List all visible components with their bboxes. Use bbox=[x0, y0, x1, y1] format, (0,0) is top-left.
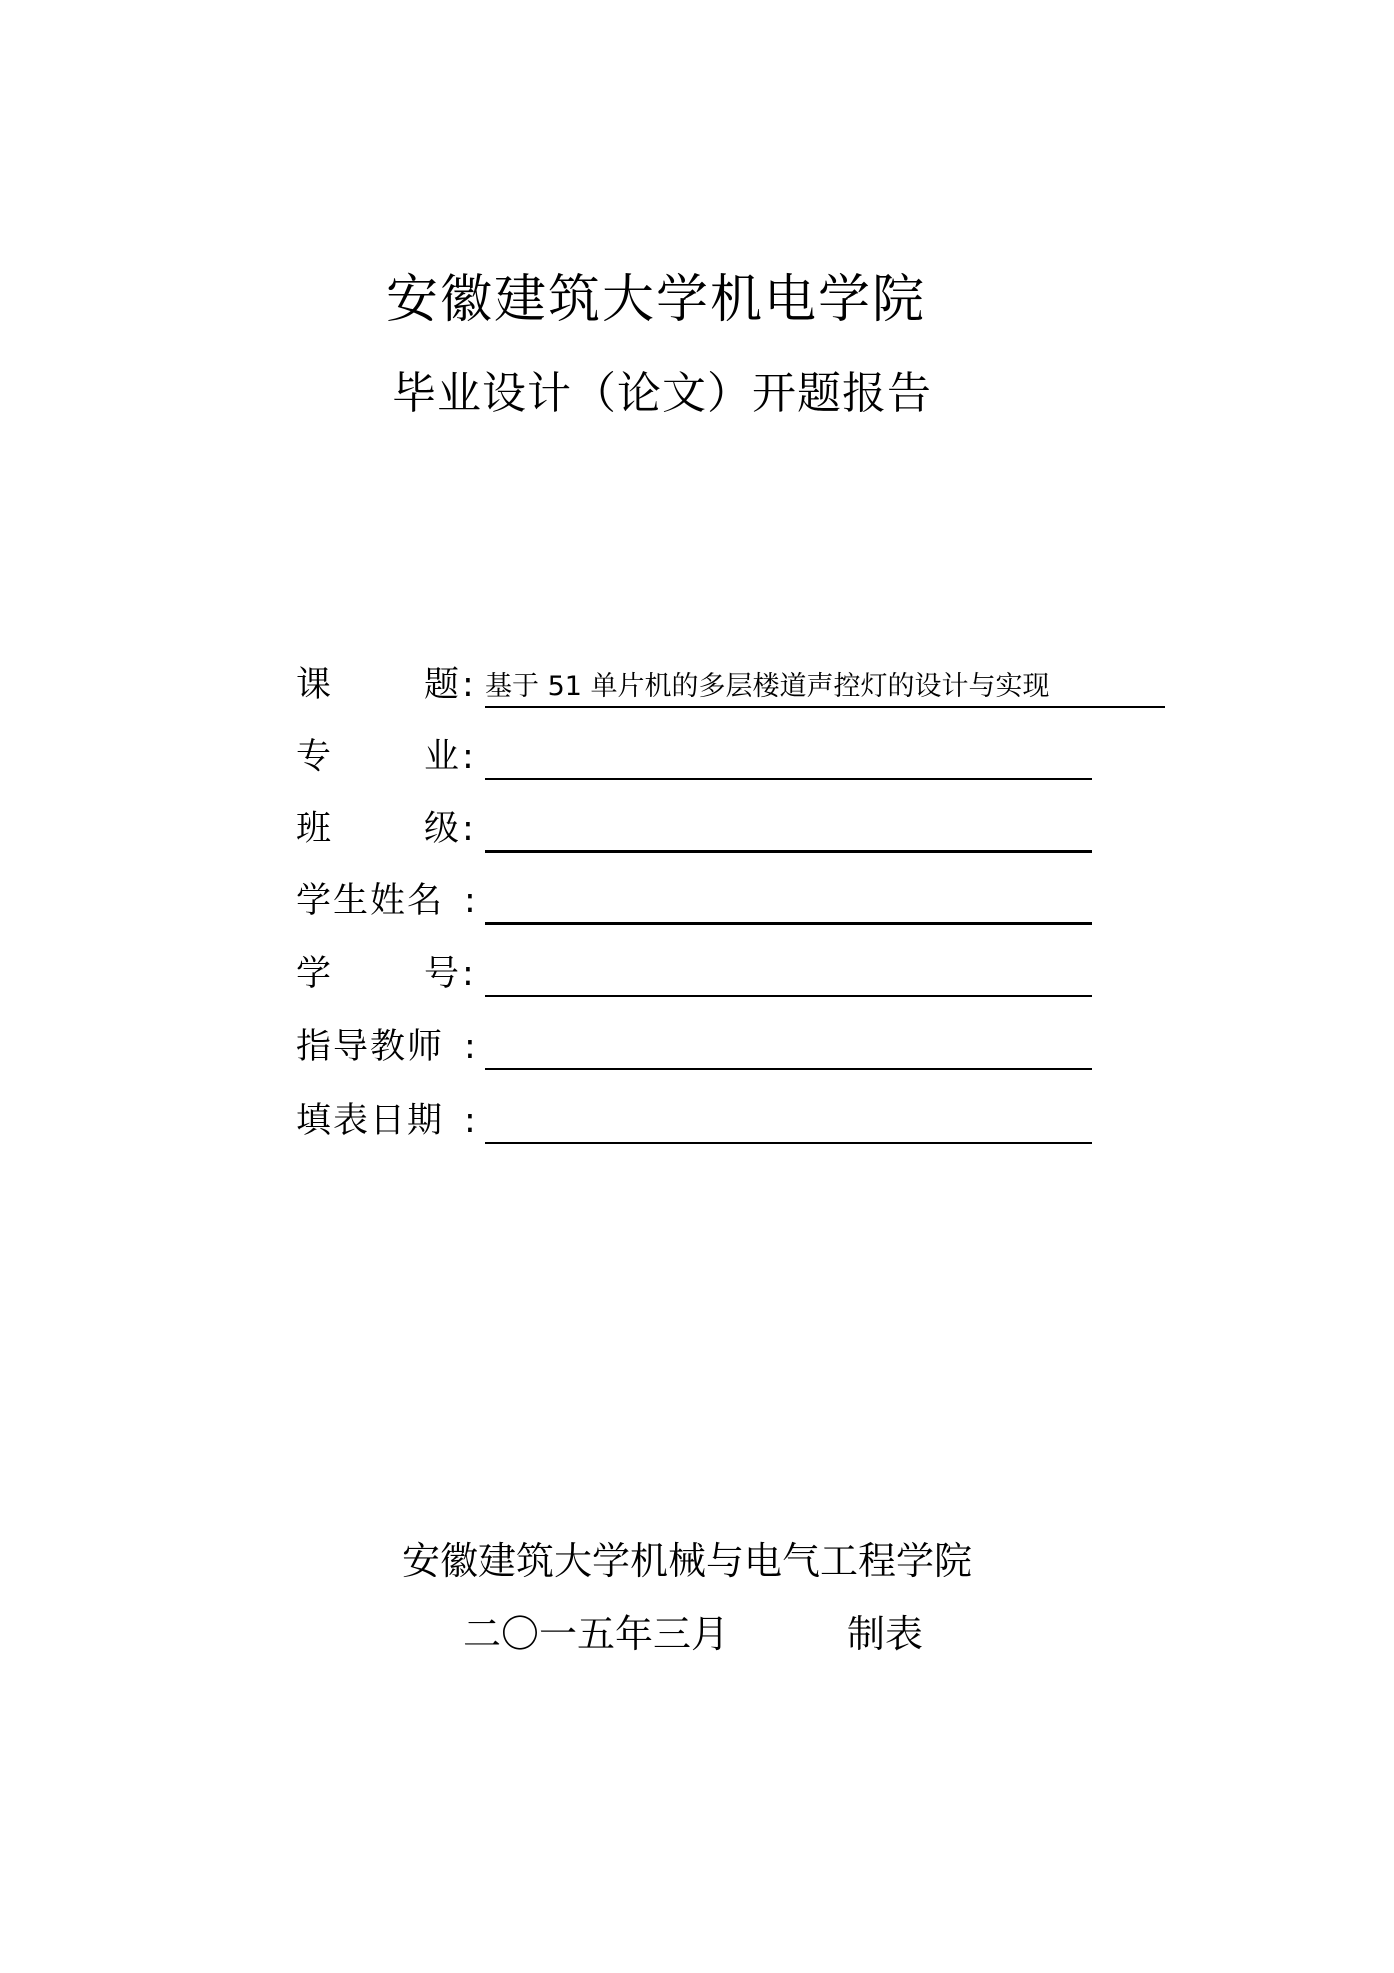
class-input-line[interactable] bbox=[485, 850, 1092, 853]
field-fill-date-label: 填表日期 bbox=[296, 1101, 445, 1141]
colon: : bbox=[464, 881, 476, 921]
field-class: 班 级 : bbox=[0, 806, 1394, 866]
student-id-input-line[interactable] bbox=[485, 995, 1092, 997]
colon: : bbox=[462, 809, 474, 849]
field-student-id: 学 号 : bbox=[0, 951, 1394, 1011]
colon: : bbox=[462, 665, 474, 705]
field-fill-date bbox=[0, 1098, 1394, 1158]
student-name-input-line[interactable] bbox=[485, 922, 1092, 925]
colon: : bbox=[462, 737, 474, 777]
report-title: 毕业设计（论文）开题报告 bbox=[392, 368, 932, 419]
footer-date-row bbox=[463, 1610, 924, 1658]
advisor-input-line[interactable] bbox=[485, 1068, 1092, 1070]
colon: : bbox=[464, 1101, 476, 1141]
fill-date-input-line[interactable] bbox=[485, 1142, 1092, 1144]
footer-school: 安徽建筑大学机械与电气工程学院 bbox=[402, 1539, 973, 1583]
institution-title: 安徽建筑大学机电学院 bbox=[386, 270, 927, 330]
field-student-name bbox=[0, 878, 1394, 938]
topic-underline bbox=[485, 706, 1165, 708]
field-topic: 课 题 : 基于 51 单片机的多层楼道声控灯的设计与实现 bbox=[0, 662, 1394, 722]
footer-date: 二〇一五年三月 bbox=[463, 1612, 730, 1656]
major-input-line[interactable] bbox=[485, 778, 1092, 780]
footer-made-by: 制表 bbox=[847, 1612, 924, 1656]
colon: : bbox=[462, 954, 474, 994]
topic-value[interactable]: 基于 51 单片机的多层楼道声控灯的设计与实现 bbox=[485, 671, 1050, 702]
colon: : bbox=[464, 1027, 476, 1067]
field-advisor-label: 指导教师 bbox=[296, 1027, 445, 1067]
field-major: 专 业 : bbox=[0, 734, 1394, 794]
field-advisor bbox=[0, 1024, 1394, 1084]
field-student-name-label: 学生姓名 bbox=[296, 881, 445, 921]
